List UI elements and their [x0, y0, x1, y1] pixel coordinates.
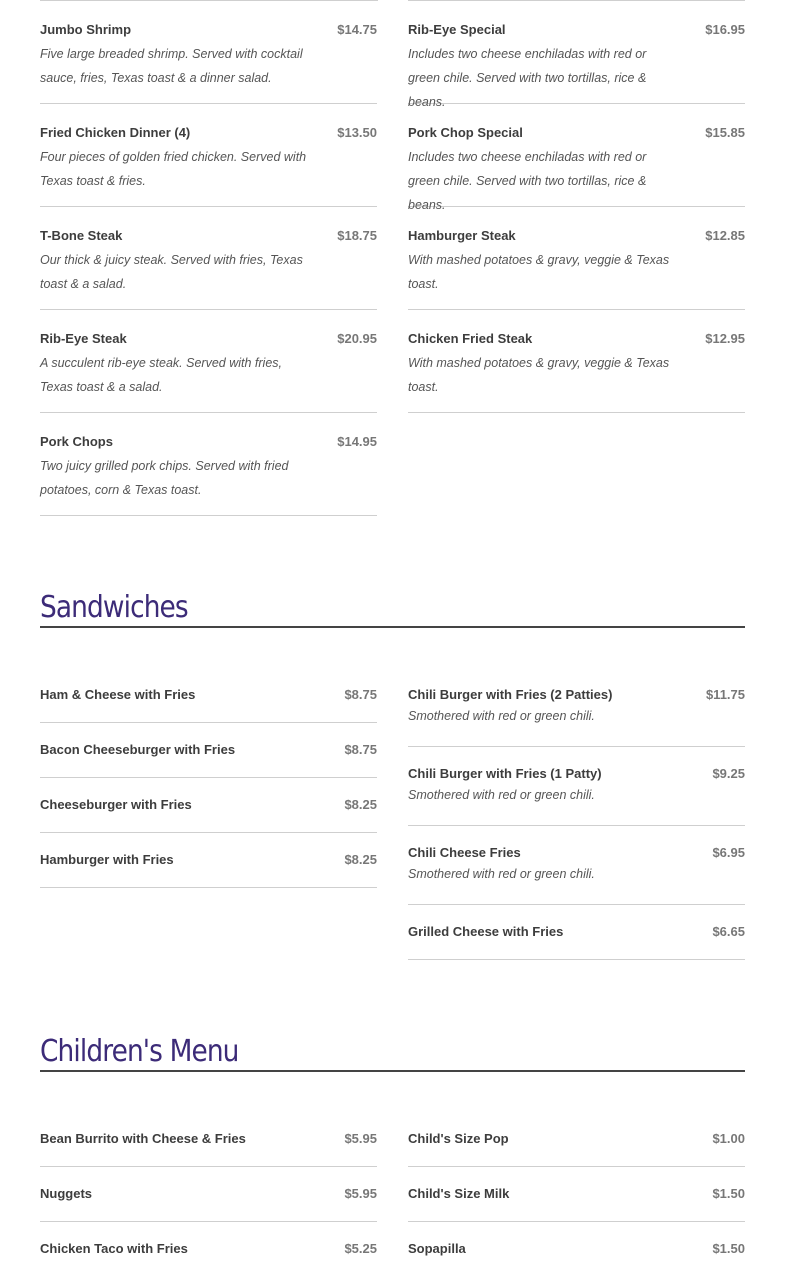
menu-item — [408, 104, 745, 212]
menu-item — [40, 207, 377, 310]
item-description: Four pieces of golden fried chicken. Served with Texas toast & fries. — [40, 150, 307, 188]
menu-item — [408, 310, 745, 413]
item-price: $16.95 — [705, 22, 745, 37]
menu-item — [40, 1222, 377, 1276]
item-name: Chicken Taco with Fries — [40, 1241, 188, 1256]
childrens-menu-section — [40, 1112, 745, 1276]
item-name: Bacon Cheeseburger with Fries — [40, 742, 236, 757]
item-price: $9.25 — [712, 766, 745, 781]
menu-item — [40, 1112, 377, 1167]
item-description: Smothered with red or green chili. — [408, 867, 595, 881]
item-name: Bean Burrito with Cheese & Fries — [40, 1131, 246, 1146]
item-price: $6.95 — [712, 845, 745, 860]
item-name: Pork Chop Special — [408, 125, 523, 140]
item-name: Rib-Eye Steak — [40, 331, 127, 346]
item-description: Our thick & juicy steak. Served with fries, Texas toast & a salad. — [40, 253, 303, 291]
menu-item — [408, 1222, 745, 1276]
menu-item — [408, 1167, 745, 1222]
item-price: $5.95 — [344, 1131, 377, 1146]
children-right-column — [408, 1112, 745, 1276]
item-description: Includes two cheese enchiladas with red or green chile. Served with two tortillas, rice & beans. — [408, 47, 647, 109]
item-price: $15.85 — [705, 125, 745, 140]
item-price: $1.00 — [712, 1131, 745, 1146]
item-description: Five large breaded shrimp. Served with cocktail sauce, fries, Texas toast & a dinner salad. — [40, 47, 303, 85]
item-name: Chicken Fried Steak — [408, 331, 533, 346]
menu-item — [408, 826, 745, 905]
item-description: Smothered with red or green chili. — [408, 788, 595, 802]
item-name: Ham & Cheese with Fries — [40, 687, 196, 702]
item-name: Rib-Eye Special — [408, 22, 506, 37]
item-price: $12.85 — [705, 228, 745, 243]
item-price: $8.75 — [344, 687, 377, 702]
section-title: Sandwiches — [40, 590, 188, 625]
sandwiches-left-column — [40, 668, 377, 960]
menu-item — [408, 1112, 745, 1167]
item-description: Smothered with red or green chili. — [408, 709, 595, 723]
menu-item — [408, 905, 745, 960]
item-price: $20.95 — [337, 331, 377, 346]
sandwiches-section — [40, 668, 745, 960]
dinners-left-column — [40, 1, 377, 516]
children-left-column — [40, 1112, 377, 1276]
menu-item — [40, 104, 377, 207]
item-price: $13.50 — [337, 125, 377, 140]
item-name: Chili Cheese Fries — [408, 845, 521, 860]
item-price: $1.50 — [712, 1241, 745, 1256]
dinners-right-column — [408, 1, 745, 516]
menu-item — [408, 668, 745, 747]
item-name: Nuggets — [40, 1186, 92, 1201]
menu-item — [40, 778, 377, 833]
item-name: Grilled Cheese with Fries — [408, 924, 564, 939]
item-price: $8.75 — [344, 742, 377, 757]
item-name: Pork Chops — [40, 434, 113, 449]
item-name: Cheeseburger with Fries — [40, 797, 192, 812]
item-name: Jumbo Shrimp — [40, 22, 132, 37]
item-price: $5.25 — [344, 1241, 377, 1256]
menu-item — [40, 723, 377, 778]
dinners-section — [40, 1, 745, 516]
item-description: A succulent rib-eye steak. Served with fries, Texas toast & a salad. — [40, 356, 282, 394]
item-name: Child's Size Pop — [408, 1131, 509, 1146]
item-name: Sopapilla — [408, 1241, 466, 1256]
item-name: Child's Size Milk — [408, 1186, 510, 1201]
item-name: Chili Burger with Fries (2 Patties) — [408, 687, 613, 702]
menu-item — [408, 207, 745, 310]
item-name: Chili Burger with Fries (1 Patty) — [408, 766, 602, 781]
menu-item — [408, 747, 745, 826]
item-description: Two juicy grilled pork chips. Served with fried potatoes, corn & Texas toast. — [40, 459, 289, 497]
section-heading — [40, 590, 745, 628]
section-heading — [40, 1034, 745, 1072]
item-description: With mashed potatoes & gravy, veggie & Texas toast. — [408, 253, 670, 291]
item-price: $14.75 — [337, 22, 377, 37]
menu-item — [40, 1, 377, 104]
menu-item — [408, 1, 745, 109]
menu-item — [40, 310, 377, 413]
item-price: $14.95 — [337, 434, 377, 449]
item-description: Includes two cheese enchiladas with red or green chile. Served with two tortillas, rice & beans. — [408, 150, 647, 212]
menu-item — [40, 413, 377, 516]
menu-item — [40, 668, 377, 723]
item-name: Hamburger Steak — [408, 228, 516, 243]
menu-item — [40, 833, 377, 888]
sandwiches-right-column — [408, 668, 745, 960]
item-price: $8.25 — [344, 852, 377, 867]
item-price: $12.95 — [705, 331, 745, 346]
item-description: With mashed potatoes & gravy, veggie & Texas toast. — [408, 356, 670, 394]
item-price: $8.25 — [344, 797, 377, 812]
menu-item — [40, 1167, 377, 1222]
section-title: Children's Menu — [40, 1034, 239, 1069]
item-name: Hamburger with Fries — [40, 852, 174, 867]
item-price: $5.95 — [344, 1186, 377, 1201]
item-price: $18.75 — [337, 228, 377, 243]
item-name: T-Bone Steak — [40, 228, 123, 243]
item-price: $6.65 — [712, 924, 745, 939]
item-name: Fried Chicken Dinner (4) — [40, 125, 191, 140]
item-price: $1.50 — [712, 1186, 745, 1201]
item-price: $11.75 — [705, 687, 745, 702]
